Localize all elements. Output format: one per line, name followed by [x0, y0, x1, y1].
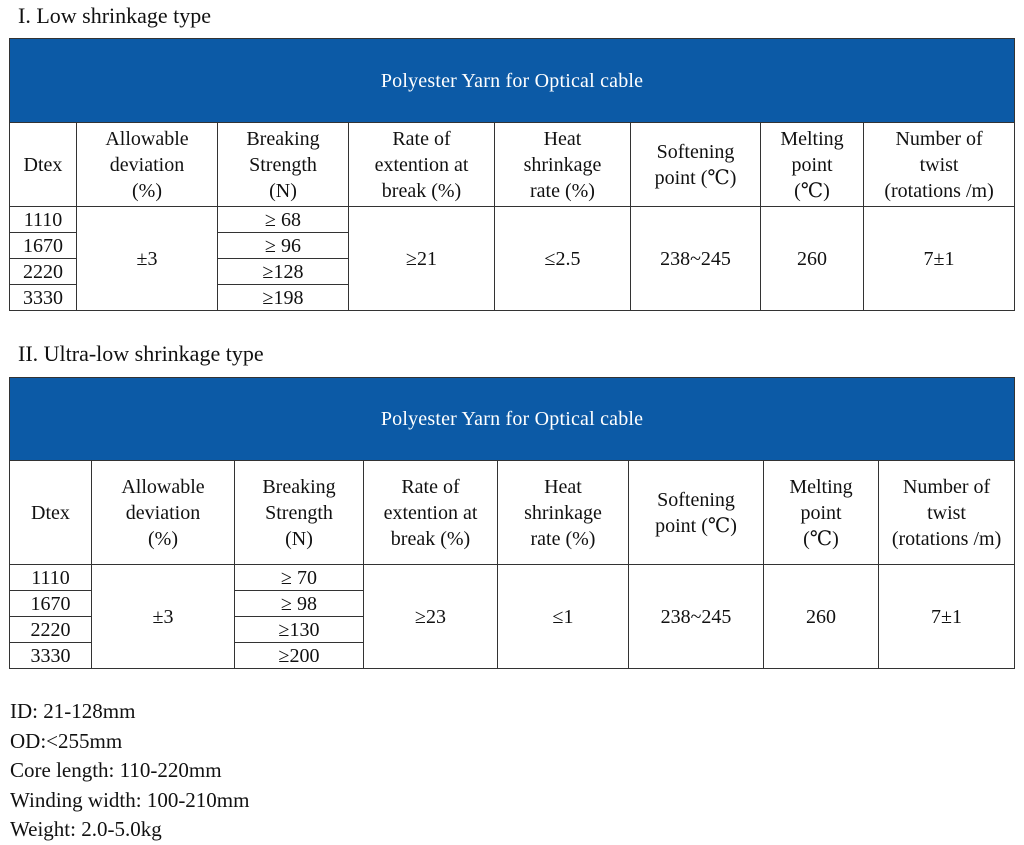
rate-of-extention-cell: ≥23 [364, 565, 498, 669]
table-row [10, 565, 1015, 591]
breaking-strength-cell: ≥ 96 [218, 233, 349, 259]
header-softening-point: Softening point (℃) [629, 461, 764, 565]
header-dtex: Dtex [10, 123, 77, 207]
banner-row [10, 378, 1015, 461]
header-rate-of-extention: Rate of extention at break (%) [349, 123, 495, 207]
dtex-cell: 2220 [10, 259, 77, 285]
header-softening-point: Softening point (℃) [631, 123, 761, 207]
header-breaking-strength: Breaking Strength (N) [218, 123, 349, 207]
header-row [10, 123, 1015, 207]
header-row [10, 461, 1015, 565]
dtex-cell: 1110 [10, 565, 92, 591]
table-banner: Polyester Yarn for Optical cable [10, 39, 1015, 123]
dtex-cell: 1110 [10, 207, 77, 233]
breaking-strength-cell: ≥200 [235, 643, 364, 669]
note-outer-diameter: OD:<255mm [10, 728, 123, 753]
header-breaking-strength: Breaking Strength (N) [235, 461, 364, 565]
breaking-strength-cell: ≥198 [218, 285, 349, 311]
softening-point-cell: 238~245 [631, 207, 761, 311]
header-melting-point: Melting point (℃) [761, 123, 864, 207]
note-core-length: Core length: 110-220mm [10, 758, 222, 782]
number-of-twist-cell: 7±1 [864, 207, 1015, 311]
allowable-deviation-cell: ±3 [77, 207, 218, 311]
spec-table-low-shrinkage [9, 38, 1015, 311]
banner-row [10, 39, 1015, 123]
header-allowable-deviation: Allowable deviation (%) [92, 461, 235, 565]
melting-point-cell: 260 [761, 207, 864, 311]
allowable-deviation-cell: ±3 [92, 565, 235, 669]
dtex-cell: 3330 [10, 285, 77, 311]
section-title-ultra-low-shrinkage: II. Ultra-low shrinkage type [18, 341, 264, 366]
heat-shrinkage-cell: ≤2.5 [495, 207, 631, 311]
melting-point-cell: 260 [764, 565, 879, 669]
softening-point-cell: 238~245 [629, 565, 764, 669]
spec-notes [10, 697, 249, 845]
header-heat-shrinkage: Heat shrinkage rate (%) [495, 123, 631, 207]
header-heat-shrinkage: Heat shrinkage rate (%) [498, 461, 629, 565]
number-of-twist-cell: 7±1 [879, 565, 1015, 669]
rate-of-extention-cell: ≥21 [349, 207, 495, 311]
dtex-cell: 1670 [10, 591, 92, 617]
note-inner-diameter: ID: 21-128mm [10, 699, 136, 723]
header-rate-of-extention: Rate of extention at break (%) [364, 461, 498, 565]
table-banner: Polyester Yarn for Optical cable [10, 378, 1015, 461]
section-title-low-shrinkage: I. Low shrinkage type [18, 3, 212, 28]
breaking-strength-cell: ≥ 70 [235, 565, 364, 591]
header-melting-point: Melting point (℃) [764, 461, 879, 565]
note-weight: Weight: 2.0-5.0kg [10, 817, 162, 841]
table-row [10, 207, 1015, 233]
breaking-strength-cell: ≥128 [218, 259, 349, 285]
note-winding-width: Winding width: 100-210mm [10, 787, 250, 812]
spec-table-ultra-low-shrinkage [9, 377, 1015, 669]
breaking-strength-cell: ≥130 [235, 617, 364, 643]
heat-shrinkage-cell: ≤1 [498, 565, 629, 669]
header-dtex: Dtex [10, 461, 92, 565]
header-number-of-twist: Number of twist (rotations /m) [879, 461, 1015, 565]
breaking-strength-cell: ≥ 68 [218, 207, 349, 233]
header-number-of-twist: Number of twist (rotations /m) [864, 123, 1015, 207]
breaking-strength-cell: ≥ 98 [235, 591, 364, 617]
dtex-cell: 2220 [10, 617, 92, 643]
header-allowable-deviation: Allowable deviation (%) [77, 123, 218, 207]
dtex-cell: 1670 [10, 233, 77, 259]
dtex-cell: 3330 [10, 643, 92, 669]
